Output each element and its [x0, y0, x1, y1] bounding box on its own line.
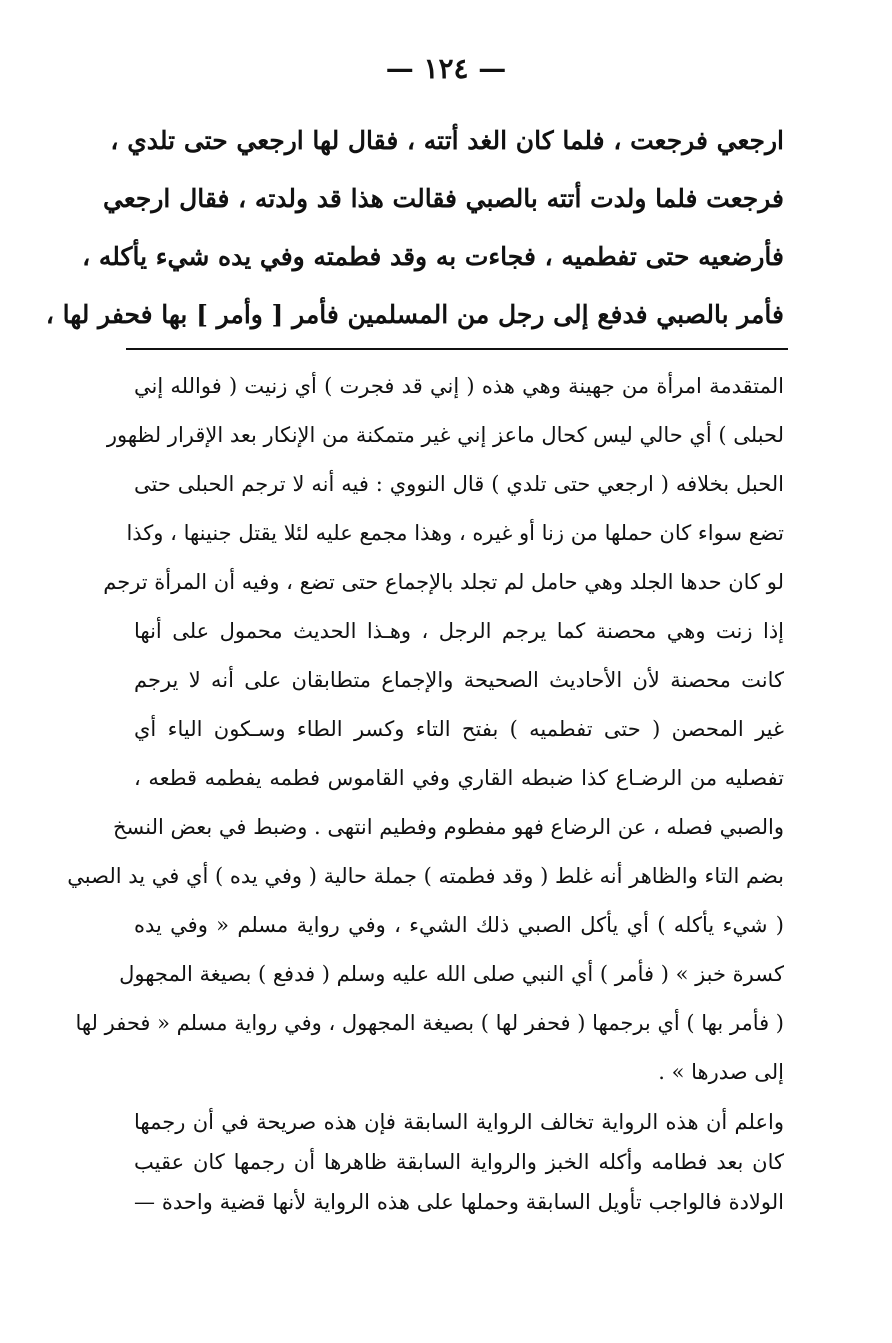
commentary-line: لحبلى ) أي حالي ليس كحال ماعز إني غير متمكنة من الإنكار بعد الإقرار لظهور [106, 423, 784, 447]
commentary-line: ( شيء يأكله ) أي يأكل الصبي ذلك الشيء ، وفي رواية مسلم « وفي يده [134, 913, 784, 937]
hadith-line: فأمر بالصبي فدفع إلى رجل من المسلمين فأمر [ وأمر ] بها فحفر لها ، [45, 300, 784, 329]
commentary-line: كانت محصنة لأن الأحاديث الصحيحة والإجماع متطابقان على أنه لا يرجم [134, 668, 784, 692]
conclusion-line: الولادة فالواجب تأويل السابقة وحملها على هذه الرواية لأنها قضية واحدة — [134, 1190, 784, 1214]
commentary-line: إلى صدرها » . [658, 1060, 784, 1084]
commentary-line: غير المحصن ( حتى تفطميه ) بفتح التاء وكسر الطاء وسـكون الياء أي [134, 717, 784, 741]
hadith-line: ارجعي فرجعت ، فلما كان الغد أتته ، فقال لها ارجعي حتى تلدي ، [110, 126, 784, 155]
commentary-line: تضع سواء كان حملها من زنا أو غيره ، وهذا مجمع عليه لئلا يقتل جنينها ، وكذا [126, 521, 784, 545]
commentary-line: ( فأمر بها ) أي برجمها ( فحفر لها ) بصيغة المجهول ، وفي رواية مسلم « فحفر لها [75, 1011, 784, 1035]
section-divider [126, 348, 788, 350]
conclusion-paragraph [134, 1102, 784, 1222]
commentary-line: والصبي فصله ، عن الرضاع فهو مفطوم وفطيم انتهى . وضبط في بعض النسخ [113, 815, 784, 839]
conclusion-line: واعلم أن هذه الرواية تخالف الرواية السابقة فإن هذه صريحة في أن رجمها [134, 1110, 784, 1134]
hadith-text [45, 112, 784, 344]
commentary-line: لو كان حدها الجلد وهي حامل لم تجلد بالإجماع حتى تضع ، وفيه أن المرأة ترجم [103, 570, 784, 594]
commentary-text [67, 362, 784, 1097]
page-number: — ١٢٤ — [385, 52, 507, 85]
commentary-line: بضم التاء والظاهر أنه غلط ( وقد فطمته ) جملة حالية ( وفي يده ) أي في يد الصبي [67, 864, 784, 888]
hadith-line: فأرضعيه حتى تفطميه ، فجاءت به وقد فطمته وفي يده شيء يأكله ، [82, 242, 784, 271]
commentary-line: المتقدمة امرأة من جهينة وهي هذه ( إني قد فجرت ) أي زنيت ( فوالله إني [134, 374, 784, 398]
commentary-line: إذا زنت وهي محصنة كما يرجم الرجل ، وهـذا الحديث محمول على أنها [134, 619, 784, 643]
commentary-line: كسرة خبز » ( فأمر ) أي النبي صلى الله عليه وسلم ( فدفع ) بصيغة المجهول [119, 962, 784, 986]
conclusion-line: كان بعد فطامه وأكله الخبز والرواية السابقة ظاهرها أن رجمها كان عقيب [134, 1150, 784, 1174]
hadith-line: فرجعت فلما ولدت أتته بالصبي فقالت هذا قد ولدته ، فقال ارجعي [103, 184, 784, 213]
commentary-line: تفصليه من الرضـاع كذا ضبطه القاري وفي القاموس فطمه يفطمه قطعه ، [134, 766, 784, 790]
commentary-line: الحبل بخلافه ( ارجعي حتى تلدي ) قال النووي : فيه أنه لا ترجم الحبلى حتى [134, 472, 784, 496]
